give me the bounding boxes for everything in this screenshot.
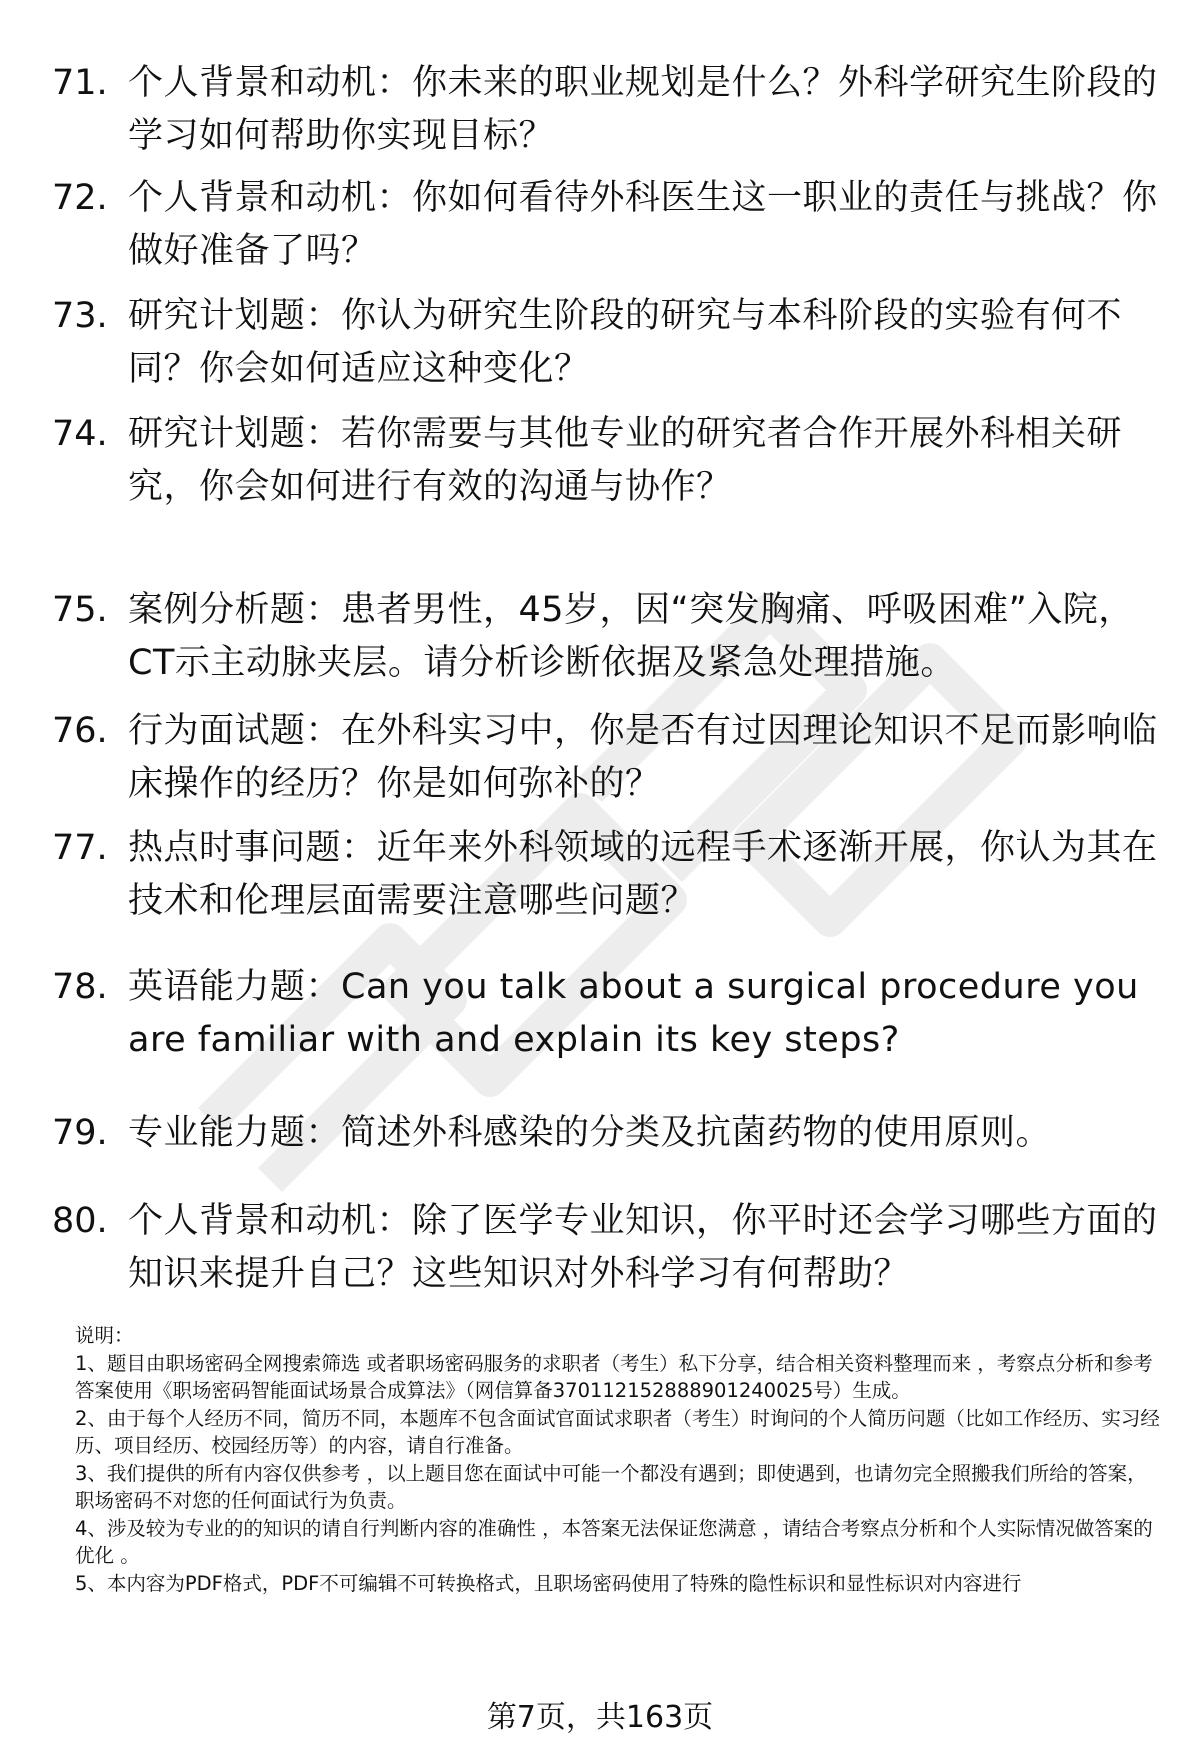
question-number: 75. <box>52 590 108 630</box>
question-item <box>52 172 1162 278</box>
question-text: 专业能力题：简述外科感染的分类及抗菌药物的使用原则。 <box>128 1113 1052 1153</box>
question-number: 76. <box>52 711 108 751</box>
question-item <box>52 705 1162 811</box>
question-item <box>52 1107 1162 1160</box>
question-text: 个人背景和动机：你如何看待外科医生这一职业的责任与挑战？你做好准备了吗？ <box>128 178 1158 271</box>
question-number: 72. <box>52 178 108 218</box>
question-text: 热点时事问题：近年来外科领域的远程手术逐渐开展，你认为其在技术和伦理层面需要注意哪些问题？ <box>128 828 1158 921</box>
note-item: 2、由于每个人经历不同，简历不同，本题库不包含面试官面试求职者（考生）时询问的个人简历问题（比如工作经历、实习经历、项目经历、校园经历等）的内容，请自行准备。 <box>75 1406 1160 1457</box>
question-text: 英语能力题：Can you talk about a surgical procedure you are familiar with and explain its key steps? <box>128 967 1139 1060</box>
note-item: 1、题目由职场密码全网搜索筛选 或者职场密码服务的求职者（考生）私下分享，结合相关资料整理而来 ，考察点分析和参考答案使用《职场密码智能面试场景合成算法》（网信算备370112152888901240025号）生成。 <box>75 1351 1153 1402</box>
question-item <box>52 408 1162 514</box>
question-number: 74. <box>52 414 108 454</box>
question-item <box>52 584 1162 690</box>
notes-section <box>75 1322 1165 1597</box>
question-item <box>52 961 1162 1067</box>
question-item <box>52 1195 1162 1301</box>
question-text: 行为面试题：在外科实习中，你是否有过因理论知识不足而影响临床操作的经历？你是如何弥补的？ <box>128 711 1158 804</box>
question-number: 71. <box>52 63 108 103</box>
question-item <box>52 822 1162 928</box>
question-text: 案例分析题：患者男性，45岁，因“突发胸痛、呼吸困难”入院，CT示主动脉夹层。请分析诊断依据及紧急处理措施。 <box>128 590 1134 683</box>
question-item <box>52 290 1162 396</box>
question-item <box>52 57 1162 163</box>
question-number: 79. <box>52 1113 108 1153</box>
note-item: 3、我们提供的所有内容仅供参考 ，以上题目您在面试中可能一个都没有遇到；即使遇到，也请勿完全照搬我们所给的答案，职场密码不对您的任何面试行为负责。 <box>75 1461 1147 1512</box>
question-number: 78. <box>52 967 108 1007</box>
question-text: 个人背景和动机：除了医学专业知识，你平时还会学习哪些方面的知识来提升自己？这些知识对外科学习有何帮助？ <box>128 1201 1158 1294</box>
page-number-footer: 第7页，共163页 <box>486 1700 714 1735</box>
notes-heading: 说明： <box>75 1324 134 1347</box>
question-text: 研究计划题：若你需要与其他专业的研究者合作开展外科相关研究，你会如何进行有效的沟通与协作？ <box>128 414 1123 507</box>
note-item: 4、涉及较为专业的的知识的请自行判断内容的准确性 ，本答案无法保证您满意 ，请结合考察点分析和个人实际情况做答案的优化 。 <box>75 1516 1153 1567</box>
question-text: 个人背景和动机：你未来的职业规划是什么？外科学研究生阶段的学习如何帮助你实现目标？ <box>128 63 1158 156</box>
question-number: 77. <box>52 828 108 868</box>
question-text: 研究计划题：你认为研究生阶段的研究与本科阶段的实验有何不同？你会如何适应这种变化？ <box>128 296 1123 389</box>
note-item: 5、本内容为PDF格式，PDF不可编辑不可转换格式，且职场密码使用了特殊的隐性标识和显性标识对内容进行 <box>75 1571 1022 1595</box>
question-number: 80. <box>52 1201 108 1241</box>
question-number: 73. <box>52 296 108 336</box>
